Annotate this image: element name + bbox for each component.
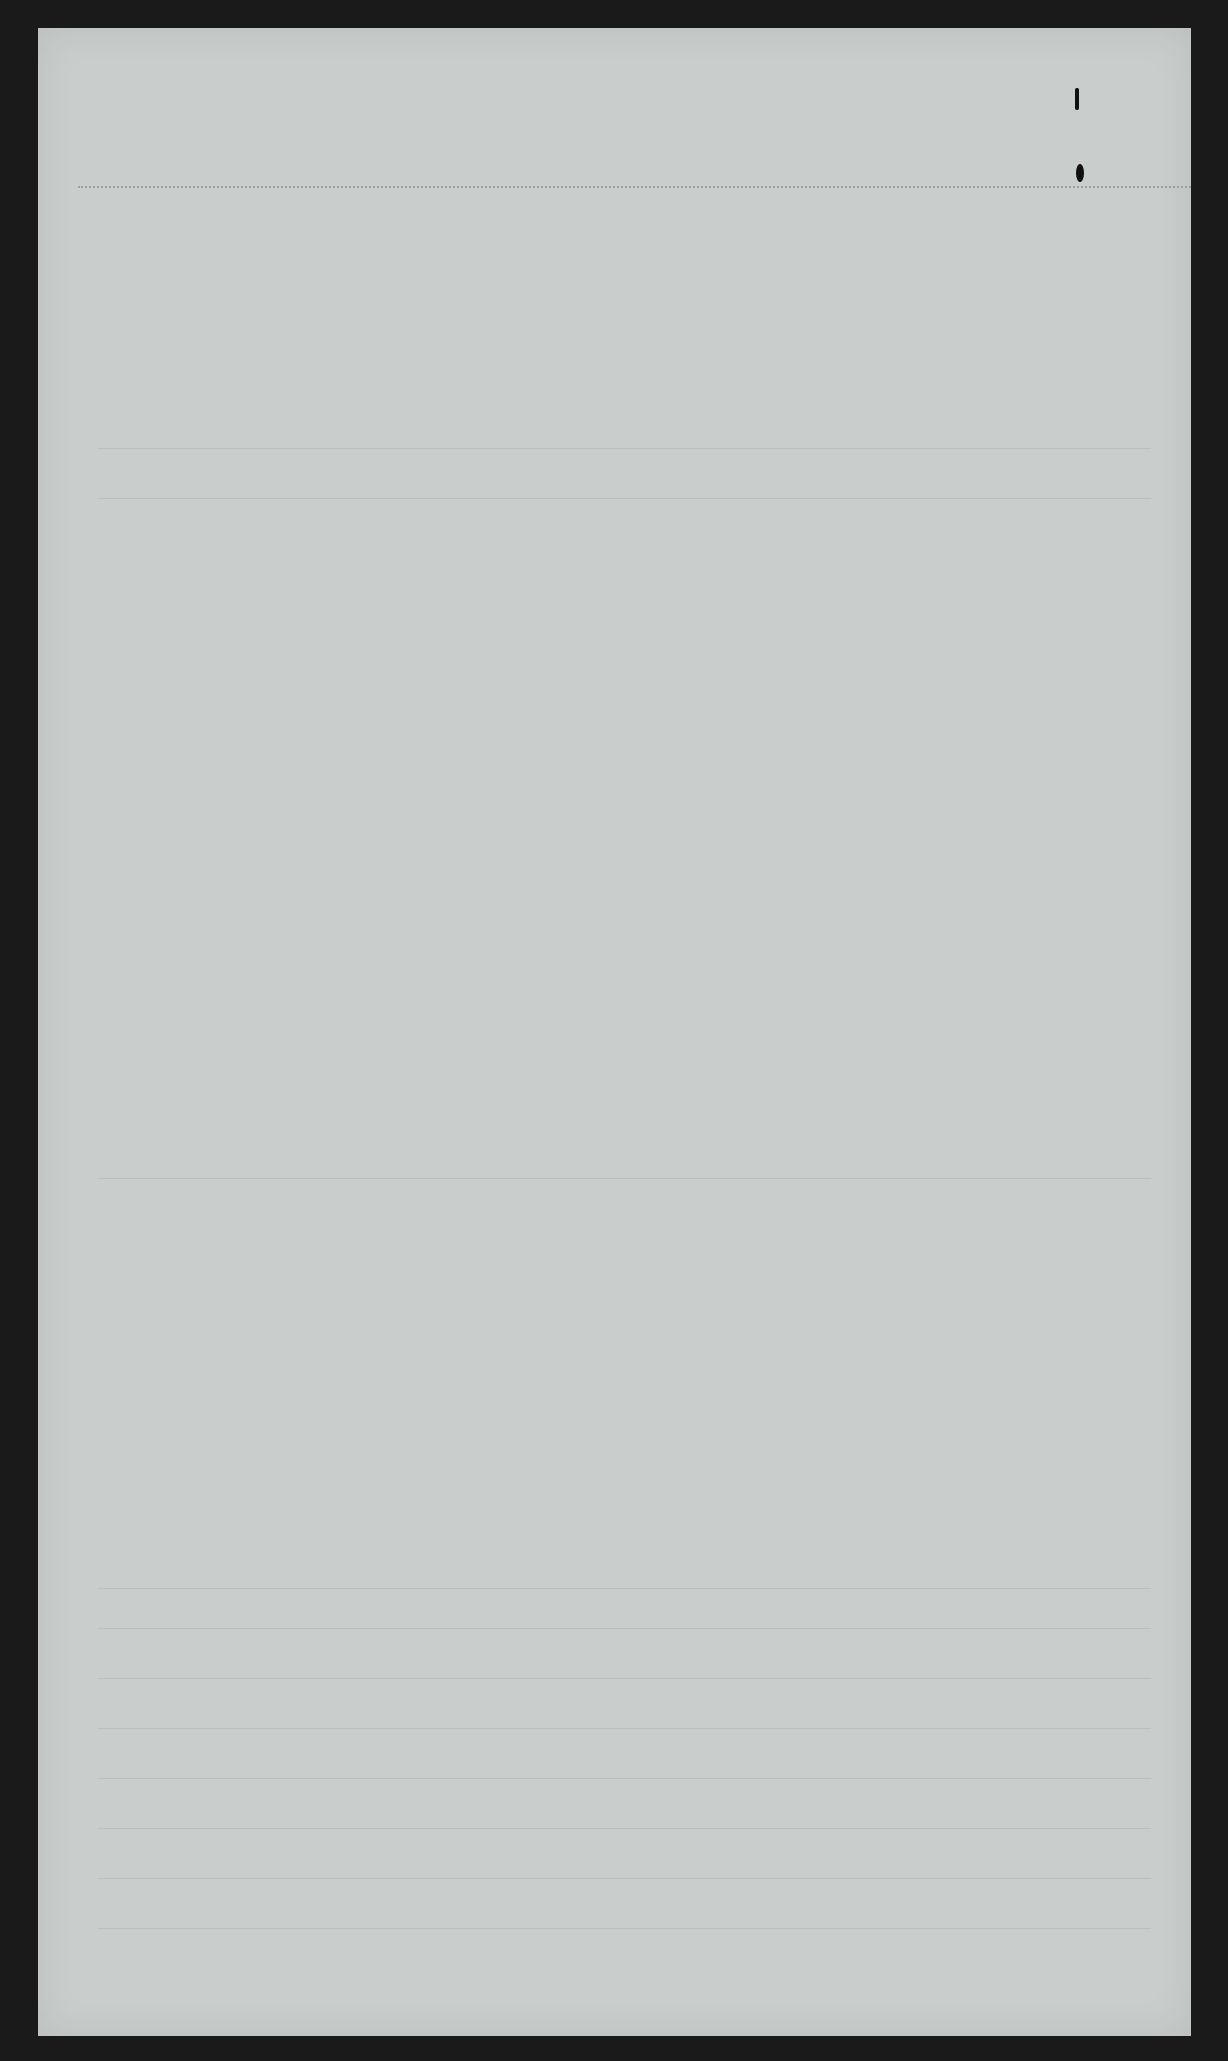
binding-hole [1075, 88, 1079, 110]
show-through-rule [98, 498, 1151, 499]
show-through-rule [98, 1878, 1151, 1879]
show-through-rule [98, 1778, 1151, 1779]
document-page [38, 28, 1191, 2036]
show-through-rule [98, 1928, 1151, 1929]
show-through-rule [98, 1678, 1151, 1679]
show-through-rule [98, 1728, 1151, 1729]
perforation-line [78, 186, 1191, 188]
show-through-rule [98, 1588, 1151, 1589]
binding-hole [1076, 164, 1084, 182]
show-through-rule [98, 1828, 1151, 1829]
show-through-rule [98, 448, 1151, 449]
show-through-rule [98, 1628, 1151, 1629]
show-through-rule [98, 1178, 1151, 1179]
